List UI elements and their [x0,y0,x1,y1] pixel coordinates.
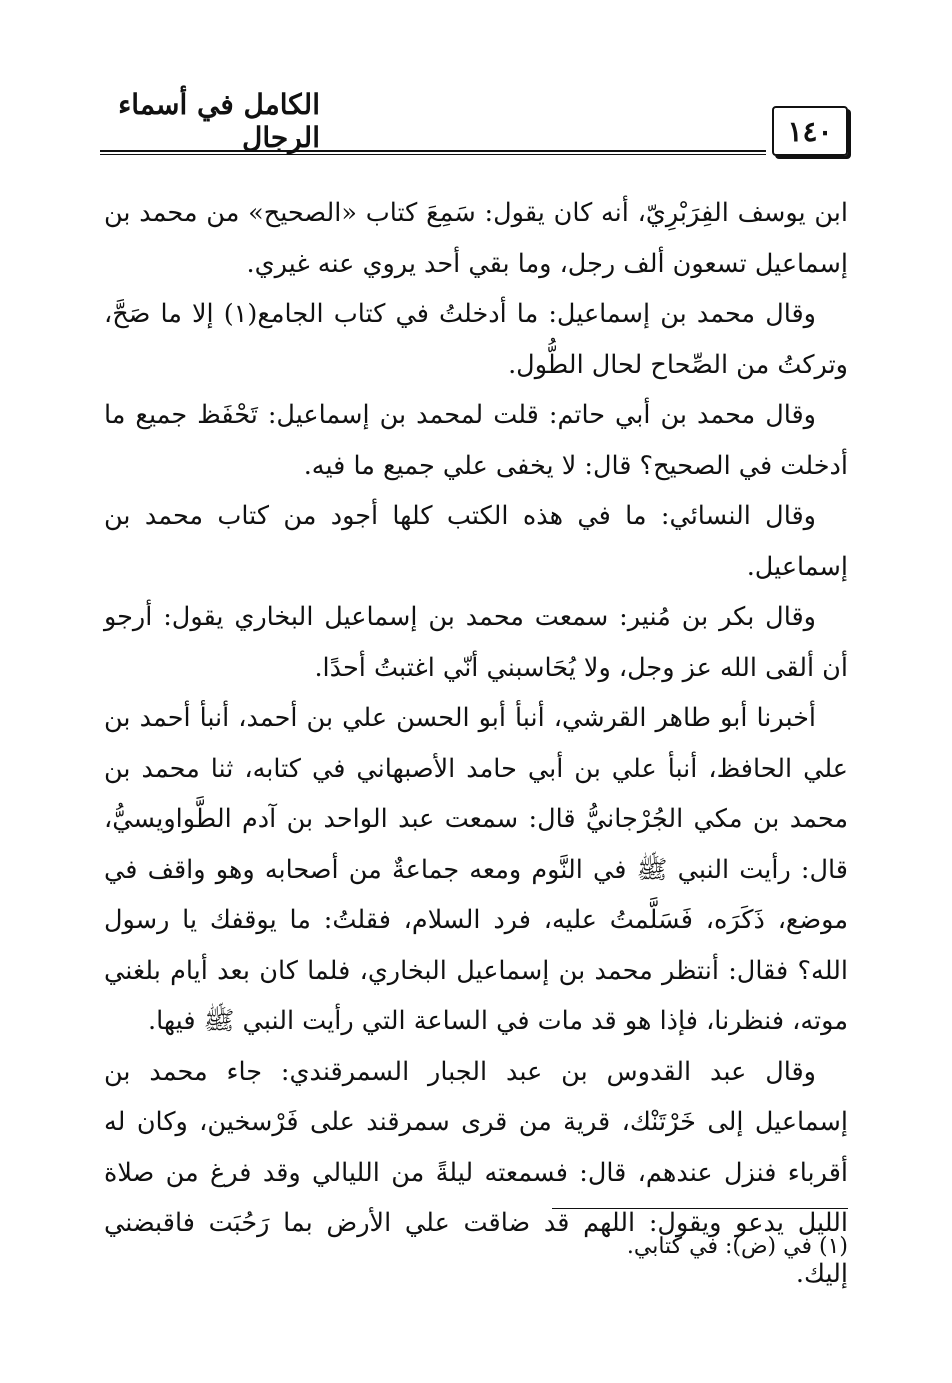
page-number: ١٤٠ [772,106,848,156]
paragraph: أخبرنا أبو طاهر القرشي، أنبأ أبو الحسن علي بن أحمد، أنبأ أحمد بن علي الحافظ، أنبأ علي بن أبي حامد الأصبهاني في كتابه، ثنا محمد بن محمد بن مكي الجُرْجانيُّ قال: سمعت عبد الواحد بن آدم الطَّواويسيُّ، قال: رأيت النبي ﷺ في النَّوم ومعه جماعةٌ من أصحابه وهو واقف في موضع، ذَكَرَه، فَسَلَّمتُ عليه، فرد السلام، فقلتُ: ما يوقفك يا رسول الله؟ فقال: أنتظر محمد بن إسماعيل البخاري، فلما كان بعد أيام بلغني موته، فنظرنا، فإذا هو قد مات في الساعة التي رأيت النبي ﷺ فيها. [104,703,848,1036]
header-rule [100,150,766,152]
paragraph-continuation: ابن يوسف الفِرَبْرِيّ، أنه كان يقول: سَمِعَ كتاب «الصحيح» من محمد بن إسماعيل تسعون ألف رجل، وما بقي أحد يروي عنه غيري. [104,198,848,279]
body-text [104,188,848,1299]
paragraph: وقال بكر بن مُنير: سمعت محمد بن إسماعيل البخاري يقول: أرجو أن ألقى الله عز وجل، ولا يُحَاسبني أنّي اغتبتُ أحدًا. [104,602,848,683]
paragraph: وقال عبد القدوس بن عبد الجبار السمرقندي: جاء محمد بن إسماعيل إلى خَرْتَنْك، قرية من قرى سمرقند على فَرْسخين، وكان له أقرباء فنزل عندهم، قال: فسمعته ليلةً من الليالي وقد فرغ من صلاة الليل يدعو ويقول: اللهم قد ضاقت علي الأرض بما رَحُبَت فاقبضني إليك. [104,1056,848,1289]
header-rule-thin [100,154,766,155]
paragraph: وقال محمد بن أبي حاتم: قلت لمحمد بن إسماعيل: تَحْفَظ جميع ما أدخلت في الصحيح؟ قال: لا يخفى علي جميع ما فيه. [104,400,848,481]
page-header [100,88,848,162]
footnote: (١) في (ض): في كتابي. [626,1234,848,1259]
paragraph: وقال النسائي: ما في هذه الكتب كلها أجود من كتاب محمد بن إسماعيل. [104,501,848,582]
running-title: الكامل في أسماء الرجال [118,88,320,154]
footnote-separator [552,1208,848,1209]
paragraph: وقال محمد بن إسماعيل: ما أدخلتُ في كتاب الجامع(١) إلا ما صَحَّ، وتركتُ من الصِّحاح لحال الطُّول. [104,299,848,380]
